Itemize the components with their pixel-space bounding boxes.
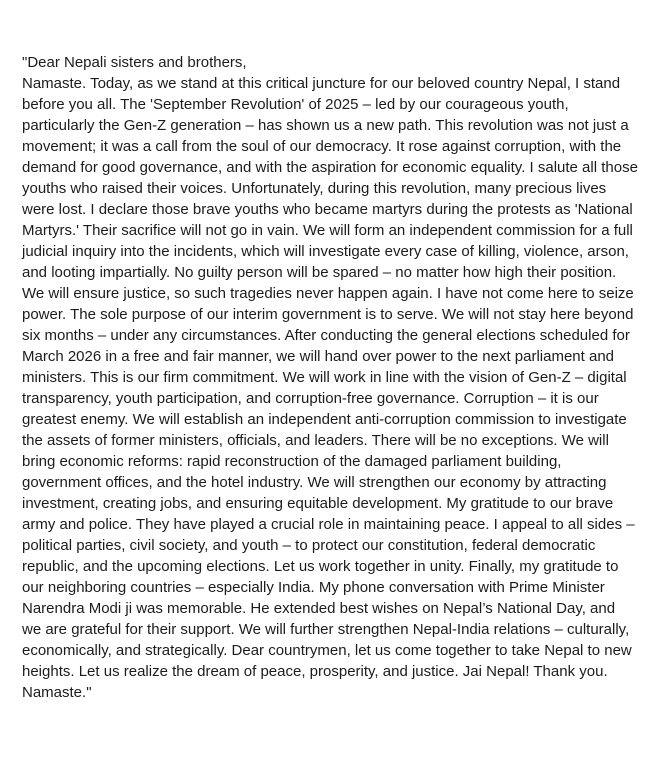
speech-body-text: Namaste. Today, as we stand at this critical juncture for our beloved country Nepal, I stand before you all. The 'September Revolution' of 2025 – led by our courageous youth, particularly the Gen-Z generation – has shown us a new path. This revolution was not just a movement; it was a call from the soul of our democracy. It rose against corruption, with the demand for good governance, and with the aspiration for economic equality. I salute all those youths who raised their voices. Unfortunately, during this revolution, many precious lives were lost. I declare those brave youths who became martyrs during the protests as 'National Martyrs.' Their sacrifice will not go in vain. We will form an independent commission for a full judicial inquiry into the incidents, which will investigate every case of killing, violence, arson, and looting impartially. No guilty person will be spared – no matter how high their position. We will ensure justice, so such tragedies never happen again. I have not come here to seize power. The sole purpose of our interim government is to serve. We will not stay here beyond six months – under any circumstances. After conducting the general elections scheduled for March 2026 in a free and fair manner, we will hand over power to the next parliament and ministers. This is our firm commitment. We will work in line with the vision of Gen-Z – digital transparency, youth participation, and corruption-free governance. Corruption – it is our greatest enemy. We will establish an independent anti-corruption commission to investigate the assets of former ministers, officials, and leaders. There will be no exceptions. We will bring economic reforms: rapid reconstruction of the damaged parliament building, government offices, and the hotel industry. We will strengthen our economy by attracting investment, creating jobs, and ensuring equitable development. My gratitude to our brave army and police. They have played a crucial role in maintaining peace. I appeal to all sides – political parties, civil society, and youth – to protect our constitution, federal democratic republic, and the upcoming elections. Let us work together in unity. Finally, my gratitude to our neighboring countries – especially India. My phone conversation with Prime Minister Narendra Modi ji was memorable. He extended best wishes on Nepal’s National Day, and we are grateful for their support. We will further strengthen Nepal-India relations – culturally, economically, and strategically. Dear countrymen, let us come together to take Nepal to new heights. Let us realize the dream of peace, prosperity, and justice. Jai Nepal! Thank you. Namaste." bbox=[22, 75, 638, 701]
speech-salutation-line: "Dear Nepali sisters and brothers, bbox=[22, 54, 247, 71]
speech-text bbox=[22, 52, 638, 703]
